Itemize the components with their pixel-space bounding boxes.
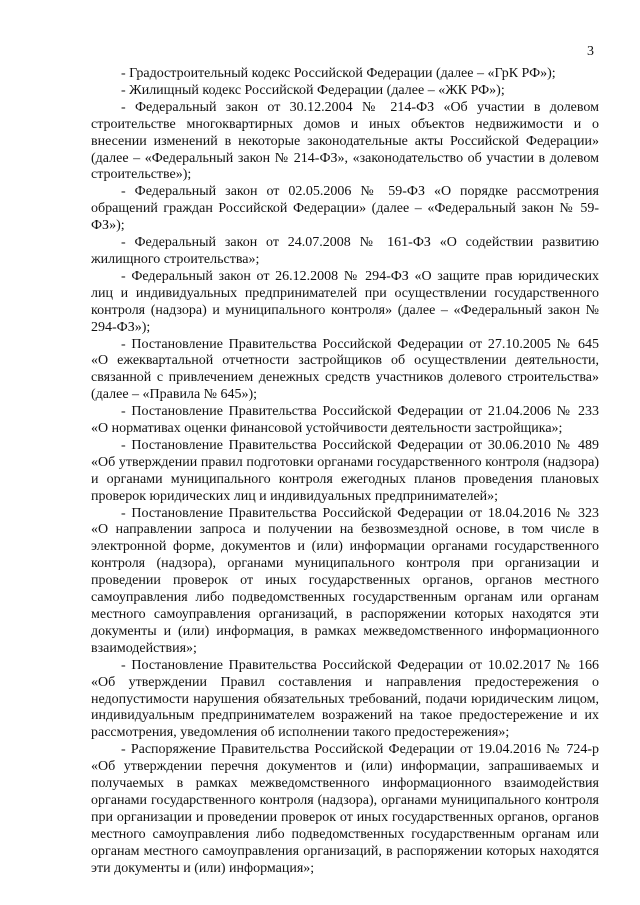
list-item-fz-294: - Федеральный закон от 26.12.2008 № 294-ФЗ «О защите прав юридических лиц и индивидуальных предпринимателей при осуществлении государственного контроля (надзора) и муниципального контроля» (далее – «Федеральный закон № 294-ФЗ»); <box>91 268 599 335</box>
list-item-fz-161: - Федеральный закон от 24.07.2008 № 161-ФЗ «О содействии развитию жилищного строительства»; <box>91 235 599 267</box>
list-item-pp-645: - Постановление Правительства Российской Федерации от 27.10.2005 № 645 «О ежеквартальной отчетности застройщиков об осуществлении деятельности, связанной с привлечением денежных средств участников долевого строительства» (далее – «Правила № 645»); <box>91 336 599 403</box>
list-item-pp-166: - Постановление Правительства Российской Федерации от 10.02.2017 № 166 «Об утверждении Правил составления и направления предостережения о недопустимости нарушения обязательных требований, подачи юридическим лицом, индивидуальным предпринимателем возражений на такое предостережение и их рассмотрения, уведомления об исполнении такого предостережения»; <box>91 657 599 741</box>
list-item-pp-323: - Постановление Правительства Российской Федерации от 18.04.2016 № 323 «О направлении запроса и получении на безвозмездной основе, в том числе в электронной форме, документов и (или) информации органами государственного контроля (надзора), органами муниципального контроля при организации и проведении проверок от иных государственных органов, органов местного самоуправления либо подведомственных государственным органам или органам местного самоуправления организаций, в распоряжении которых находятся эти документы и (или) информация, в рамках межведомственного информационного взаимодействия»; <box>91 505 599 656</box>
list-item-rp-724r: - Распоряжение Правительства Российской Федерации от 19.04.2016 № 724-р «Об утверждении перечня документов и (или) информации, запрашиваемых и получаемых в рамках межведомственного информационного взаимодействия органами государственного контроля (надзора), органами муниципального контроля при организации и проведении проверок от иных государственных органов, органов местного самоуправления либо подведомственных государственным органам или органам местного самоуправления организаций, в распоряжении которых находятся эти документы и (или) информация»; <box>91 742 599 876</box>
list-item-fz-214: - Федеральный закон от 30.12.2004 № 214-ФЗ «Об участии в долевом строительстве многоквартирных домов и иных объектов недвижимости и о внесении изменений в некоторые законодательные акты Российской Федерации» (далее – «Федеральный закон № 214-ФЗ», «законодательство об участии в долевом строительстве»); <box>91 99 599 183</box>
list-item-fz-59: - Федеральный закон от 02.05.2006 № 59-ФЗ «О порядке рассмотрения обращений граждан Российской Федерации» (далее – «Федеральный закон № 59-ФЗ»); <box>91 184 599 234</box>
list-item-pp-233: - Постановление Правительства Российской Федерации от 21.04.2006 № 233 «О нормативах оценки финансовой устойчивости деятельности застройщика»; <box>91 404 599 437</box>
document-body <box>91 66 599 878</box>
page-number: 3 <box>587 44 594 59</box>
list-item-grk: - Градостроительный кодекс Российской Федерации (далее – «ГрК РФ»); <box>121 66 556 81</box>
list-item-pp-489: - Постановление Правительства Российской Федерации от 30.06.2010 № 489 «Об утверждении правил подготовки органами государственного контроля (надзора) и органами муниципального контроля ежегодных планов проведения плановых проверок юридических лиц и индивидуальных предпринимателей»; <box>91 437 599 504</box>
list-item-zhk: - Жилищный кодекс Российской Федерации (далее – «ЖК РФ»); <box>121 82 505 98</box>
